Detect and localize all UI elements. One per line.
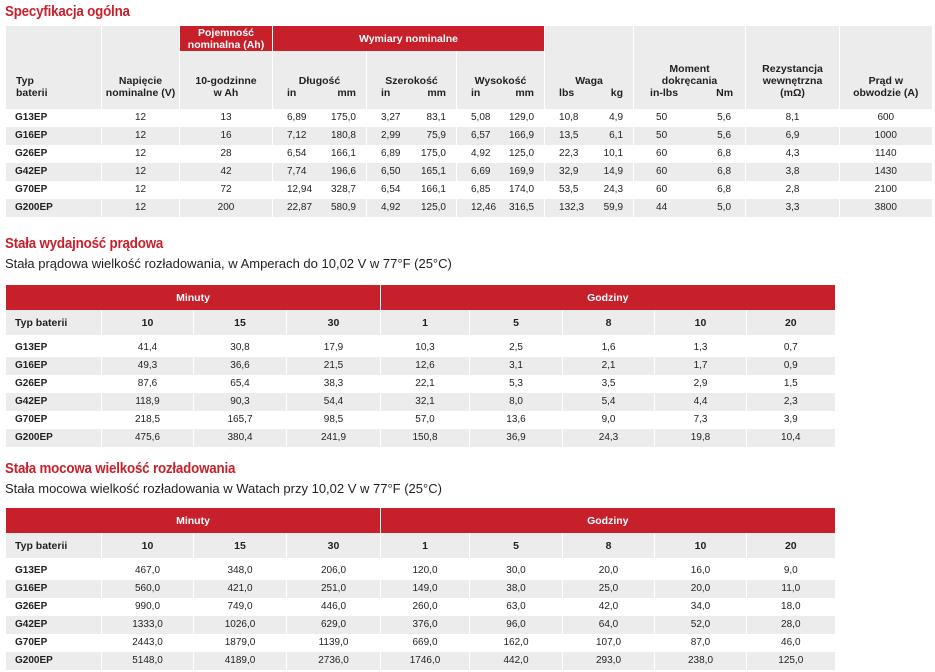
section-subtitle-power-discharge: Stała mocowa wielkość rozładowania w Watach przy 10,02 V w 77°F (25°C) <box>5 481 442 496</box>
column-header: 15 <box>194 310 287 335</box>
header-battery-type: Typ baterii <box>6 533 102 558</box>
column-header: 30 <box>287 533 381 558</box>
general-spec-table <box>5 26 932 217</box>
table-row: G16EP 12 16 7,12 180,8 2,99 75,9 6,57 166,9 13,5 6,1 50 5,6 6,9 1000 <box>6 127 932 145</box>
group-header-minutes: Minuty <box>6 285 381 310</box>
table-row: G42EP 118,9 90,3 54,4 32,1 8,0 5,4 4,4 2,3 <box>6 393 835 411</box>
table-row: G42EP 1333,0 1026,0 629,0 376,0 96,0 64,0 52,0 28,0 <box>6 616 835 634</box>
table-row: G70EP 218,5 165,7 98,5 57,0 13,6 9,0 7,3 3,9 <box>6 411 835 429</box>
section-title-current-discharge: Stała wydajność prądowa <box>5 236 164 252</box>
header-internal-resistance: Rezystancja wewnętrzna (mΩ) <box>746 26 840 109</box>
current-discharge-table <box>5 285 835 447</box>
table-row: G200EP 475,6 380,4 241,9 150,8 36,9 24,3 19,8 10,4 <box>6 429 835 447</box>
header-length: Długość in mm <box>273 51 367 109</box>
table-row: G26EP 990,0 749,0 446,0 260,0 63,0 42,0 34,0 18,0 <box>6 598 835 616</box>
column-header: 10 <box>655 533 747 558</box>
header-battery-type: Typ baterii <box>6 310 102 335</box>
table-row: G200EP 12 200 22,87 580,9 4,92 125,0 12,46 316,5 132,3 59,9 44 5,0 3,3 3800 <box>6 199 932 217</box>
group-header-hours: Godziny <box>381 285 835 310</box>
column-header: 10 <box>102 310 194 335</box>
header-battery-type: Typ baterii <box>6 26 102 109</box>
header-weight: Waga lbs kg <box>545 26 634 109</box>
header-torque: Moment dokręcania in-lbs Nm <box>634 26 746 109</box>
section-title-general-spec: Specyfikacja ogólna <box>5 4 130 20</box>
column-header: 5 <box>470 310 563 335</box>
table-row: G200EP 5148,0 4189,0 2736,0 1746,0 442,0 293,0 238,0 125,0 <box>6 652 835 670</box>
column-header: 1 <box>381 310 470 335</box>
table-row: G16EP 49,3 36,6 21,5 12,6 3,1 2,1 1,7 0,9 <box>6 357 835 375</box>
table-row: G16EP 560,0 421,0 251,0 149,0 38,0 25,0 20,0 11,0 <box>6 580 835 598</box>
column-header: 20 <box>747 310 835 335</box>
column-header: 10 <box>655 310 747 335</box>
section-title-power-discharge: Stała mocowa wielkość rozładowania <box>5 461 236 477</box>
header-nominal-capacity: Pojemność nominalna (Ah) <box>180 26 273 51</box>
column-header: 10 <box>102 533 194 558</box>
table-row: G26EP 12 28 6,54 166,1 6,89 175,0 4,92 125,0 22,3 10,1 60 6,8 4,3 1140 <box>6 145 932 163</box>
column-header: 8 <box>563 533 655 558</box>
header-nominal-voltage: Napięcie nominalne (V) <box>102 26 180 109</box>
table-row: G13EP 467,0 348,0 206,0 120,0 30,0 20,0 16,0 9,0 <box>6 562 835 580</box>
table-row: G13EP 12 13 6,89 175,0 3,27 83,1 5,08 129,0 10,8 4,9 50 5,6 8,1 600 <box>6 109 932 127</box>
table-row: G70EP 2443,0 1879,0 1139,0 669,0 162,0 107,0 87,0 46,0 <box>6 634 835 652</box>
table-row: G42EP 12 42 7,74 196,6 6,50 165,1 6,69 169,9 32,9 14,9 60 6,8 3,8 1430 <box>6 163 932 181</box>
section-subtitle-current-discharge: Stała prądowa wielkość rozładowania, w Amperach do 10,02 V w 77°F (25°C) <box>5 256 452 271</box>
group-header-hours: Godziny <box>381 508 835 533</box>
table-row: G70EP 12 72 12,94 328,7 6,54 166,1 6,85 174,0 53,5 24,3 60 6,8 2,8 2100 <box>6 181 932 199</box>
column-header: 8 <box>563 310 655 335</box>
table-row: G13EP 41,4 30,8 17,9 10,3 2,5 1,6 1,3 0,7 <box>6 339 835 357</box>
header-height: Wysokość in mm <box>457 51 545 109</box>
column-header: 5 <box>470 533 563 558</box>
table-row: G26EP 87,6 65,4 38,3 22,1 5,3 3,5 2,9 1,5 <box>6 375 835 393</box>
column-header: 15 <box>194 533 287 558</box>
column-header: 30 <box>287 310 381 335</box>
group-header-minutes: Minuty <box>6 508 381 533</box>
header-short-circuit-current: Prąd w obwodzie (A) <box>840 26 932 109</box>
power-discharge-table <box>5 508 835 670</box>
header-width: Szerokość in mm <box>367 51 457 109</box>
header-nominal-dimensions: Wymiary nominalne <box>273 26 545 51</box>
header-capacity-10h: 10-godzinne w Ah <box>180 51 273 109</box>
column-header: 1 <box>381 533 470 558</box>
column-header: 20 <box>747 533 835 558</box>
